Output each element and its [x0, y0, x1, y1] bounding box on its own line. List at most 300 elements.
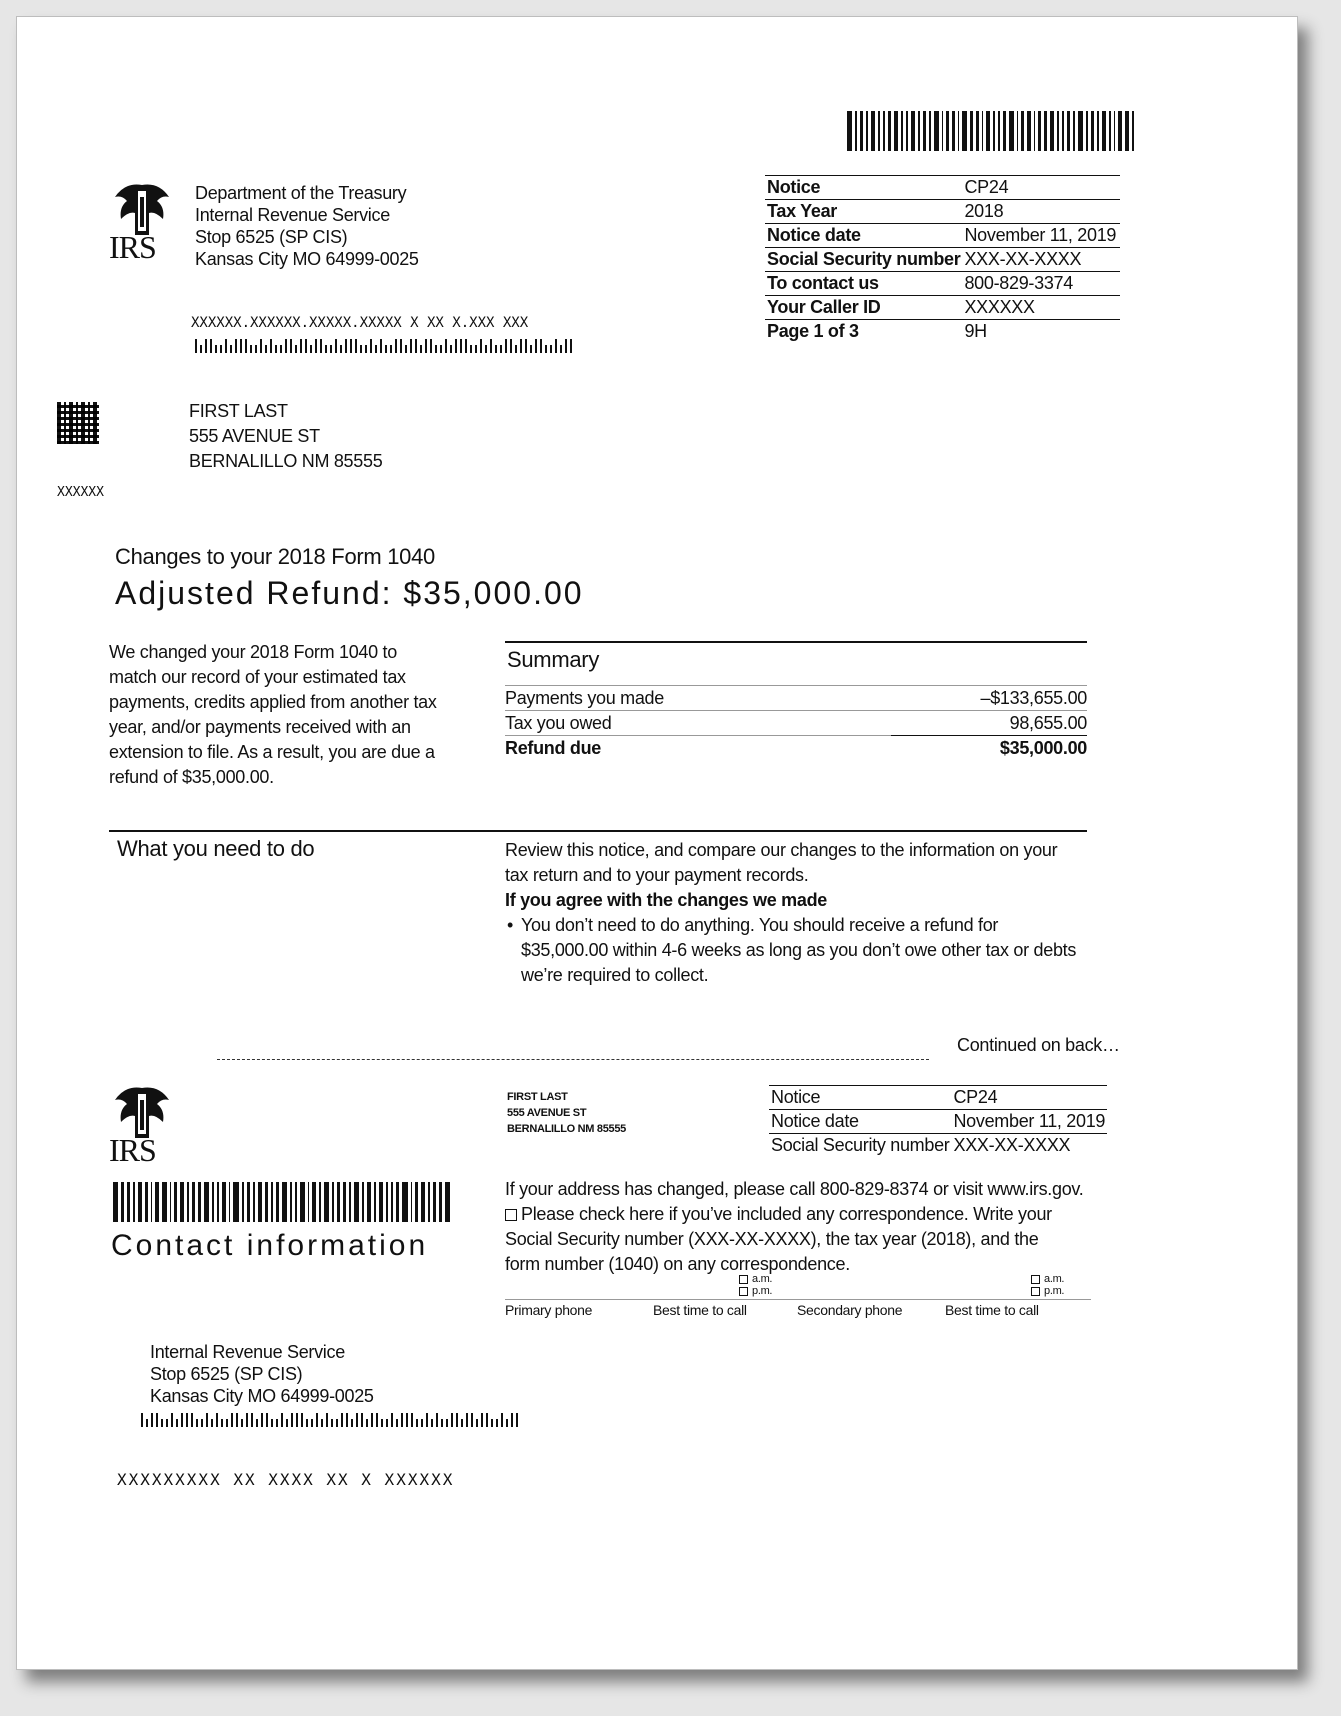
postal-bar: [305, 339, 307, 353]
barcode-bar: [396, 1182, 399, 1222]
postal-bar: [401, 1413, 403, 1427]
postal-bar: [331, 1419, 333, 1427]
barcode-bar: [282, 1182, 287, 1222]
postal-bar: [186, 1413, 188, 1427]
barcode-bar: [247, 1182, 250, 1222]
recipient-address: [189, 399, 382, 474]
barcode-bar: [222, 1182, 225, 1222]
postal-bar: [241, 1419, 243, 1427]
todo-body: [505, 838, 1085, 988]
postal-bar: [491, 1419, 493, 1427]
barcode-bar: [415, 1182, 418, 1222]
barcode-bar: [894, 111, 899, 151]
barcode-bar: [162, 1182, 167, 1222]
barcode-bar: [421, 1182, 425, 1222]
postal-bar: [216, 1413, 218, 1427]
sender-line: Stop 6525 (SP CIS): [195, 227, 348, 247]
postal-bar: [560, 345, 562, 353]
refund-underline: [891, 735, 1087, 736]
postal-bar: [300, 339, 302, 353]
barcode-bar: [986, 111, 990, 151]
barcode-bar: [1091, 111, 1094, 151]
postal-bar: [256, 1419, 258, 1427]
barcode-bar: [860, 111, 863, 151]
barcode-bar: [308, 1182, 310, 1222]
info-row: Notice CP24: [765, 176, 1120, 200]
postal-bar: [231, 1413, 233, 1427]
postal-bar: [351, 1419, 353, 1427]
postal-bar: [141, 1413, 143, 1427]
recipient-code: XXXXXX: [57, 485, 104, 500]
postal-bar: [451, 1413, 453, 1427]
barcode-bar: [439, 1182, 442, 1222]
postal-bar: [470, 345, 472, 353]
postal-bar: [275, 345, 277, 353]
agree-bullet: • You don’t need to do anything. You should receive a refund for $35,000.00 within 4-6 weeks as long as you don’t owe other tax or debts we’re required to collect.: [507, 915, 1077, 985]
agree-heading: If you agree with the changes we made: [505, 890, 827, 910]
postal-bar: [330, 345, 332, 353]
postal-bar: [280, 345, 282, 353]
postal-bar: [476, 1419, 478, 1427]
barcode-bar: [217, 1182, 220, 1222]
postal-bar: [565, 339, 567, 353]
postal-barcode: [195, 339, 572, 353]
barcode-bar: [911, 111, 915, 151]
barcode-bar: [121, 1182, 124, 1222]
barcode-bar: [192, 1182, 195, 1222]
postal-bar: [490, 339, 492, 353]
postal-bar: [350, 339, 352, 353]
barcode-bar: [1021, 111, 1023, 151]
postal-bar: [426, 1413, 428, 1427]
barcode-bar: [276, 1182, 279, 1222]
barcode-bar: [265, 1182, 268, 1222]
postal-bar: [545, 345, 547, 353]
secondary-time-label: Best time to call: [945, 1302, 1039, 1318]
barcode-bar: [233, 1182, 238, 1222]
postal-bar: [495, 345, 497, 353]
postal-bar: [511, 1413, 513, 1427]
postal-bar: [516, 1413, 518, 1427]
barcode-bar: [855, 111, 857, 151]
postal-bar: [195, 339, 197, 353]
stub-recipient-line: 555 AVENUE ST: [507, 1107, 587, 1119]
postal-bar: [406, 1413, 408, 1427]
barcode-bar: [332, 1182, 334, 1222]
postal-bar: [321, 1419, 323, 1427]
postal-bar: [285, 339, 287, 353]
barcode-bar: [901, 111, 903, 151]
scan-line: XXXXXXXXX XX XXXX XX X XXXXXX: [117, 1470, 455, 1489]
postal-bar: [271, 1419, 273, 1427]
postal-bar: [340, 345, 342, 353]
recipient-line: BERNALILLO NM 85555: [189, 451, 383, 471]
postal-bar: [365, 345, 367, 353]
postal-bar: [315, 339, 317, 353]
postal-bar: [535, 339, 537, 353]
postal-bar: [376, 1413, 378, 1427]
correspondence-checkbox[interactable]: [505, 1209, 517, 1221]
postal-bar: [361, 1413, 363, 1427]
info-row: Your Caller ID XXXXXX: [765, 296, 1120, 320]
postal-bar: [171, 1413, 173, 1427]
info-row: To contact us 800-829-3374: [765, 272, 1120, 296]
postal-bar: [466, 1413, 468, 1427]
postal-bar: [220, 345, 222, 353]
summary-row-payments: Payments you made –$133,655.00: [505, 685, 1087, 712]
postal-bar: [230, 345, 232, 353]
recipient-line: FIRST LAST: [189, 401, 288, 421]
barcode-bar: [349, 1182, 351, 1222]
barcode-bar: [888, 111, 891, 151]
postal-bar: [486, 1413, 488, 1427]
barcode-bar: [229, 1182, 231, 1222]
routing-code: XXXXXX.XXXXXX.XXXXX.XXXXX X XX X.XXX XXX: [191, 315, 529, 331]
barcode-bar: [934, 111, 939, 151]
barcode-bar: [1102, 111, 1106, 151]
barcode-bar: [1114, 111, 1116, 151]
postal-bar: [410, 339, 412, 353]
barcode-bar: [906, 111, 908, 151]
postal-bar: [500, 345, 502, 353]
barcode-bar: [1009, 111, 1014, 151]
postal-bar: [485, 345, 487, 353]
barcode-bar: [929, 111, 931, 151]
primary-time-label: Best time to call: [653, 1302, 747, 1318]
postal-bar: [345, 339, 347, 353]
postal-bar: [446, 1419, 448, 1427]
postal-bar: [471, 1413, 473, 1427]
postal-bar: [391, 1413, 393, 1427]
postal-bar: [281, 1413, 283, 1427]
postal-bar: [465, 339, 467, 353]
barcode-bar: [962, 111, 967, 151]
postal-bar: [431, 1419, 433, 1427]
postal-bar: [311, 1419, 313, 1427]
barcode-bar: [170, 1182, 172, 1222]
postal-bar: [450, 345, 452, 353]
postal-bar: [265, 345, 267, 353]
barcode-bar: [433, 1182, 436, 1222]
contact-title: Contact information: [111, 1229, 429, 1262]
postal-bar: [191, 1413, 193, 1427]
postal-bar: [196, 1419, 198, 1427]
postal-bar: [250, 345, 252, 353]
tear-line: [217, 1059, 929, 1060]
notice-info-table: [765, 175, 1120, 343]
postal-bar: [326, 1413, 328, 1427]
barcode-bar: [204, 1182, 209, 1222]
postal-bar: [555, 339, 557, 353]
postal-bar: [161, 1419, 163, 1427]
postal-bar: [525, 339, 527, 353]
postal-bar: [396, 1419, 398, 1427]
barcode-bar: [300, 1182, 304, 1222]
summary-section: [505, 641, 1087, 763]
sender-line: Internal Revenue Service: [195, 205, 390, 225]
postal-bar: [425, 339, 427, 353]
postal-bar: [255, 345, 257, 353]
barcode-bar: [324, 1182, 329, 1222]
postal-bar: [355, 339, 357, 353]
postal-bar: [540, 339, 542, 353]
barcode-bar: [883, 111, 885, 151]
barcode-bar: [212, 1182, 214, 1222]
postal-bar: [371, 1413, 373, 1427]
postal-bar: [325, 345, 327, 353]
return-line: Internal Revenue Service: [150, 1342, 345, 1362]
barcode-bar: [187, 1182, 189, 1222]
barcode-bar: [386, 1182, 389, 1222]
barcode-bar: [1067, 111, 1070, 151]
sender-address: [195, 182, 419, 270]
barcode-bar: [253, 1182, 255, 1222]
barcode-bar: [258, 1182, 262, 1222]
postal-bar: [441, 1419, 443, 1427]
irs-logo-text: IRS: [109, 1132, 156, 1168]
barcode-bar: [362, 1182, 365, 1222]
postal-bar: [366, 1419, 368, 1427]
postal-bar: [456, 1413, 458, 1427]
postal-bar: [461, 1419, 463, 1427]
postal-bar: [421, 1419, 423, 1427]
postal-bar: [496, 1419, 498, 1427]
barcode-bar: [367, 1182, 370, 1222]
postal-bar: [506, 1419, 508, 1427]
primary-phone-label: Primary phone: [505, 1302, 593, 1318]
barcode-bar: [918, 111, 920, 151]
postal-bar: [266, 1413, 268, 1427]
barcode-bar: [1017, 111, 1019, 151]
postal-bar: [276, 1419, 278, 1427]
barcode-bar: [145, 1182, 148, 1222]
barcode-bar: [155, 1182, 158, 1222]
barcode-bar: [1109, 111, 1111, 151]
postal-bar: [310, 345, 312, 353]
barcode-bar: [1034, 111, 1036, 151]
postal-bar: [375, 345, 377, 353]
stub-recipient-line: BERNALILLO NM 85555: [507, 1123, 626, 1135]
postal-bar: [200, 345, 202, 353]
info-row: Notice date November 11, 2019: [765, 224, 1120, 248]
postal-bar: [291, 1413, 293, 1427]
barcode-bar: [1078, 111, 1083, 151]
postal-bar: [346, 1413, 348, 1427]
stub-info-row: Social Security number XXX-XX-XXXX: [769, 1134, 1107, 1158]
info-row: Page 1 of 3 9H: [765, 320, 1120, 344]
postal-bar: [381, 1419, 383, 1427]
barcode-bar: [970, 111, 972, 151]
postal-bar: [335, 339, 337, 353]
postal-bar: [206, 1413, 208, 1427]
barcode-bar: [878, 111, 880, 151]
barcode-bar: [343, 1182, 346, 1222]
barcode-bar: [242, 1182, 245, 1222]
postal-bar: [480, 339, 482, 353]
barcode-bar: [138, 1182, 142, 1222]
postal-bar: [176, 1419, 178, 1427]
barcode-bar: [976, 111, 979, 151]
postal-bar: [341, 1413, 343, 1427]
postal-bar: [390, 345, 392, 353]
pm-option[interactable]: p.m.: [739, 1285, 772, 1297]
postal-bar: [221, 1419, 223, 1427]
sender-line: Kansas City MO 64999-0025: [195, 249, 419, 269]
barcode-bar: [998, 111, 1000, 151]
barcode-bar: [290, 1182, 292, 1222]
postal-bar: [435, 345, 437, 353]
postal-bar: [501, 1413, 503, 1427]
barcode-bar: [1062, 111, 1064, 151]
postal-bar: [370, 339, 372, 353]
barcode-bar: [993, 111, 995, 151]
postal-bar: [290, 339, 292, 353]
barcode-bar: [871, 111, 875, 151]
postal-bar: [205, 339, 207, 353]
postal-bar: [400, 339, 402, 353]
barcode-bar: [180, 1182, 184, 1222]
postal-bar: [445, 339, 447, 353]
return-line: Kansas City MO 64999-0025: [150, 1386, 374, 1406]
barcode-bar: [411, 1182, 413, 1222]
postal-bar: [356, 1413, 358, 1427]
postal-bar: [295, 345, 297, 353]
postal-bar: [515, 345, 517, 353]
irs-logo: [107, 177, 177, 267]
postal-bar: [245, 339, 247, 353]
barcode-bar: [847, 111, 852, 151]
checkbox-icon: [739, 1275, 748, 1284]
postal-bar: [246, 1413, 248, 1427]
am-option[interactable]: a.m.: [739, 1273, 772, 1285]
postal-bar: [215, 345, 217, 353]
barcode-bar: [1027, 111, 1031, 151]
todo-title: What you need to do: [117, 836, 315, 861]
barcode-bar: [271, 1182, 273, 1222]
postal-bar: [481, 1413, 483, 1427]
postal-bar: [416, 1419, 418, 1427]
postal-bar: [146, 1419, 148, 1427]
postal-bar: [261, 1413, 263, 1427]
postal-bar: [360, 345, 362, 353]
barcode-bar: [133, 1182, 135, 1222]
barcode-bar: [1038, 111, 1041, 151]
barcode-bar: [946, 111, 948, 151]
postal-bar: [236, 1413, 238, 1427]
info-row: Social Security number XXX-XX-XXXX: [765, 248, 1120, 272]
postal-bar: [386, 1419, 388, 1427]
checkbox-icon: [1031, 1275, 1040, 1284]
postal-bar: [475, 345, 477, 353]
bullet-dot: •: [507, 915, 514, 935]
barcode-bar: [1003, 111, 1006, 151]
stub-info-table: [769, 1085, 1107, 1157]
barcode-bar: [1132, 111, 1134, 151]
postal-bar: [385, 345, 387, 353]
secondary-phone-label: Secondary phone: [797, 1302, 903, 1318]
return-postal-barcode: [141, 1413, 518, 1427]
todo-intro: Review this notice, and compare our changes to the information on your tax return and to your payment records.: [505, 840, 1058, 885]
postal-bar: [380, 339, 382, 353]
postal-bar: [306, 1419, 308, 1427]
correspondence-block: Please check here if you’ve included any correspondence. Write your Social Security number (XXX-XX-XXXX), the tax year (2018), and the form number (1040) on any correspondence.: [505, 1204, 1052, 1274]
postal-bar: [210, 339, 212, 353]
datamatrix-code: [57, 402, 99, 444]
barcode-bar: [1073, 111, 1075, 151]
checkbox-icon: [1031, 1287, 1040, 1296]
barcode-bar: [1125, 111, 1130, 151]
postal-bar: [166, 1419, 168, 1427]
barcode-bar: [151, 1182, 153, 1222]
notice-subtitle: Changes to your 2018 Form 1040: [115, 544, 435, 569]
barcode-bar: [1050, 111, 1055, 151]
summary-row-refund: Refund due $35,000.00: [505, 735, 1087, 762]
postal-bar: [296, 1413, 298, 1427]
info-row: Tax Year 2018: [765, 200, 1120, 224]
postal-bar: [395, 339, 397, 353]
postal-bar: [455, 339, 457, 353]
barcode-bar: [1086, 111, 1088, 151]
secondary-time-options: [1031, 1273, 1064, 1297]
barcode-bar: [923, 111, 926, 151]
barcode-bar: [958, 111, 960, 151]
postal-bar: [181, 1413, 183, 1427]
checkbox-icon: [739, 1287, 748, 1296]
primary-time-options: [739, 1273, 772, 1297]
stub-info-row: Notice CP24: [769, 1086, 1107, 1110]
barcode-bar: [113, 1182, 118, 1222]
barcode-bar: [952, 111, 955, 151]
continued-label: Continued on back…: [957, 1035, 1120, 1055]
return-address: [150, 1341, 374, 1407]
postal-bar: [505, 339, 507, 353]
pm-option[interactable]: p.m.: [1031, 1285, 1064, 1297]
postal-bar: [156, 1413, 158, 1427]
postal-bar: [201, 1419, 203, 1427]
todo-section: [109, 830, 1087, 985]
phone-fields: [505, 1299, 1091, 1320]
barcode-bar: [1097, 111, 1099, 151]
postal-bar: [530, 345, 532, 353]
postal-bar: [260, 339, 262, 353]
postal-bar: [415, 339, 417, 353]
postal-bar: [240, 339, 242, 353]
postal-bar: [510, 339, 512, 353]
postal-bar: [286, 1419, 288, 1427]
postal-bar: [411, 1413, 413, 1427]
barcode-bar: [198, 1182, 201, 1222]
return-line: Stop 6525 (SP CIS): [150, 1364, 303, 1384]
postal-bar: [550, 345, 552, 353]
stub-barcode: [113, 1182, 453, 1222]
am-option[interactable]: a.m.: [1031, 1273, 1064, 1285]
summary-row-tax: Tax you owed 98,655.00: [505, 710, 1087, 737]
postal-bar: [251, 1413, 253, 1427]
postal-bar: [570, 339, 572, 353]
barcode-bar: [174, 1182, 177, 1222]
notice-title: Adjusted Refund: $35,000.00: [115, 575, 584, 611]
recipient-line: 555 AVENUE ST: [189, 426, 320, 446]
postal-bar: [420, 345, 422, 353]
barcode-bar: [402, 1182, 407, 1222]
postal-bar: [320, 339, 322, 353]
barcode-bar: [428, 1182, 430, 1222]
barcode-bar: [319, 1182, 322, 1222]
notice-page: [16, 16, 1298, 1670]
barcode-bar: [127, 1182, 130, 1222]
sender-line: Department of the Treasury: [195, 183, 407, 203]
postal-bar: [211, 1419, 213, 1427]
